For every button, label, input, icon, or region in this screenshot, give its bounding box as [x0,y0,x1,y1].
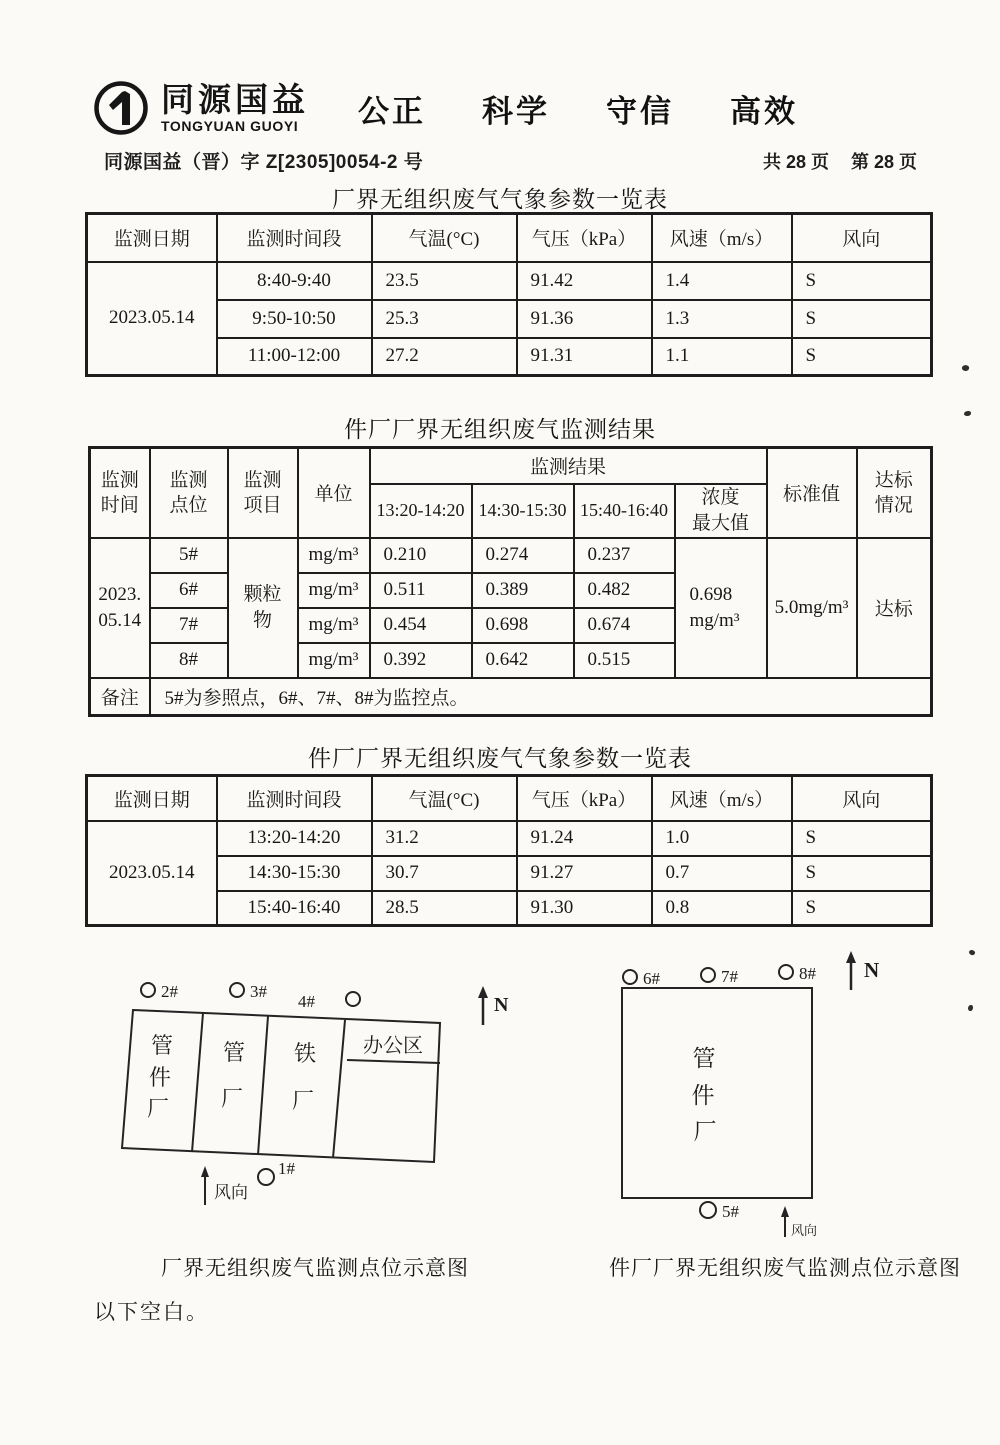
header-period: 监测时间段 [217,214,372,262]
header-result-group: 监测结果 [370,448,767,484]
area-label: 厂 [146,1096,170,1121]
cell-temp: 31.2 [372,821,517,856]
cell-wind-speed: 1.1 [652,338,792,376]
cell-wind-speed: 1.0 [652,821,792,856]
header-unit: 单位 [298,448,370,538]
site-diagram-left [90,945,540,1245]
date-line: 05.14 [98,609,142,631]
cell-pressure: 91.36 [517,300,652,338]
cell-point: 5# [150,538,228,573]
north-arrowhead [478,986,488,998]
table-row [90,538,932,573]
header-period-3: 15:40-16:40 [574,484,675,538]
point-label: 8# [799,964,816,983]
cell-compliance: 达标 [857,538,932,678]
cell-unit: mg/m³ [298,643,370,678]
header-line: 点位 [169,494,208,516]
wind-direction-label: 风向 [791,1223,818,1238]
header-line: 时间 [100,494,139,516]
company-name-en: TONGYUAN GUOYI [161,118,299,134]
max-value-line: mg/m³ [689,609,740,631]
weather-table-2 [85,774,933,927]
cell-value: 0.482 [574,573,675,608]
header-date: 监测日期 [87,214,217,262]
max-value-line: 0.698 [689,584,733,606]
cell-date: 2023.05.14 [87,821,217,926]
weather-table-1 [85,212,933,377]
header-pressure: 气压（kPa） [517,214,652,262]
monitor-point-6-icon [623,970,637,984]
cell-pressure: 91.31 [517,338,652,376]
cell-value: 0.674 [574,608,675,643]
area-label: 厂 [220,1086,244,1111]
cell-unit: mg/m³ [298,608,370,643]
monitor-point-7-icon [701,968,715,982]
pages-total: 共 28 页 [763,152,830,172]
cell-point: 8# [150,643,228,678]
cell-max-value [675,538,767,678]
wind-arrowhead [781,1206,789,1217]
header-line: 监测 [100,469,139,491]
cell-pressure: 91.24 [517,821,652,856]
cell-value: 0.274 [472,538,574,573]
area-label: 管 [222,1040,246,1065]
date-line: 2023. [98,584,142,606]
point-label: 3# [250,982,267,1001]
header-line: 情况 [874,494,913,516]
area-label: 办公区 [363,1035,423,1057]
scan-speck [961,364,970,372]
cell-point: 7# [150,608,228,643]
area-label: 铁 [293,1041,317,1066]
document-number: 同源国益（晋）字 Z[2305]0054-2 号 [104,152,424,173]
header-standard: 标准值 [767,448,857,538]
header-line: 浓度 [701,487,740,509]
cell-wind-dir: S [792,856,932,891]
cell-pressure: 91.42 [517,262,652,300]
site-diagram-right [590,935,980,1250]
north-label: N [864,958,880,982]
monitor-point-5-icon [700,1202,716,1218]
cell-value: 0.511 [370,573,472,608]
cell-wind-dir: S [792,262,932,300]
header-period-2: 14:30-15:30 [472,484,574,538]
cell-item [228,538,298,678]
wind-arrowhead [201,1166,209,1177]
cell-temp: 25.3 [372,300,517,338]
cell-value: 0.210 [370,538,472,573]
north-label: N [494,994,509,1016]
cell-value: 0.515 [574,643,675,678]
header-pressure: 气压（kPa） [517,776,652,821]
cell-value: 0.392 [370,643,472,678]
cell-unit: mg/m³ [298,538,370,573]
monitor-point-2-icon [141,983,155,997]
table-note-row [90,678,932,716]
item-line: 颗粒 [243,584,282,606]
cell-wind-speed: 1.3 [652,300,792,338]
cell-period: 15:40-16:40 [217,891,372,926]
monitor-point-4-icon [346,992,360,1006]
note-label: 备注 [90,678,150,716]
header-wind-speed: 风速（m/s） [652,214,792,262]
cell-value: 0.698 [472,608,574,643]
point-label: 7# [721,967,738,986]
point-label: 1# [278,1159,295,1178]
header-item [228,448,298,538]
point-label: 2# [161,982,178,1001]
weather-table-2-title: 件厂厂界无组织废气气象参数一览表 [308,746,692,771]
cell-temp: 23.5 [372,262,517,300]
wind-direction-label: 风向 [214,1183,248,1202]
cell-wind-speed: 0.7 [652,856,792,891]
result-table-title: 件厂厂界无组织废气监测结果 [344,417,656,442]
area-label: 厂 [291,1088,315,1113]
cell-temp: 27.2 [372,338,517,376]
header-line: 达标 [874,469,913,491]
area-label: 厂 [693,1119,717,1144]
below-blank-text: 以下空白。 [94,1300,209,1324]
header-time [90,448,150,538]
point-label: 4# [298,992,315,1011]
cell-period: 8:40-9:40 [217,262,372,300]
cell-wind-dir: S [792,891,932,926]
cell-wind-dir: S [792,338,932,376]
header-period-1: 13:20-14:20 [370,484,472,538]
cell-period: 9:50-10:50 [217,300,372,338]
area-label: 管 [692,1046,716,1071]
slogan-word: 高效 [730,94,798,129]
cell-wind-speed: 1.4 [652,262,792,300]
cell-value: 0.642 [472,643,574,678]
header-date: 监测日期 [87,776,217,821]
cell-period: 11:00-12:00 [217,338,372,376]
company-slogan [358,86,798,131]
area-label: 件 [148,1065,172,1090]
factory-outline [622,988,812,1198]
header-line: 监测 [169,469,208,491]
weather-table-1-title: 厂界无组织废气气象参数一览表 [332,187,668,212]
header-wind-dir: 风向 [792,214,932,262]
result-table [88,446,933,717]
table-row [87,262,932,300]
monitor-point-3-icon [230,983,244,997]
cell-period: 14:30-15:30 [217,856,372,891]
header-line: 项目 [243,494,282,516]
header-period: 监测时间段 [217,776,372,821]
header-line: 监测 [243,469,282,491]
company-name-cn: 同源国益 [161,81,309,118]
slogan-word: 公正 [358,94,426,129]
header-temp: 气温(°C) [372,214,517,262]
header-temp: 气温(°C) [372,776,517,821]
monitor-point-1-icon [258,1169,274,1185]
cell-value: 0.237 [574,538,675,573]
cell-wind-dir: S [792,300,932,338]
cell-pressure: 91.27 [517,856,652,891]
table-header-row [87,214,932,262]
cell-temp: 30.7 [372,856,517,891]
cell-value: 0.389 [472,573,574,608]
area-label: 件 [691,1083,715,1108]
header-line: 最大值 [692,512,750,534]
table-header-row [87,776,932,821]
page-current: 第 28 页 [851,152,918,172]
item-line: 物 [252,609,272,631]
slogan-word: 科学 [482,94,550,129]
cell-date [90,538,150,678]
cell-standard: 5.0mg/m³ [767,538,857,678]
cell-period: 13:20-14:20 [217,821,372,856]
table-header-row [90,448,932,484]
cell-point: 6# [150,573,228,608]
header-compliance [857,448,932,538]
page-info [763,148,917,174]
north-arrowhead [846,951,856,963]
monitor-point-8-icon [779,965,793,979]
header-wind-speed: 风速（m/s） [652,776,792,821]
point-label: 6# [643,969,660,988]
diagram-left-caption: 厂界无组织废气监测点位示意图 [161,1256,469,1280]
header-max-concentration [675,484,767,538]
table-row [87,821,932,856]
slogan-word: 守信 [606,94,674,129]
company-logo-text [161,83,309,133]
note-text: 5#为参照点，6#、7#、8#为监控点。 [150,678,932,716]
cell-value: 0.454 [370,608,472,643]
header-wind-dir: 风向 [792,776,932,821]
cell-date: 2023.05.14 [87,262,217,376]
diagram-right-caption: 件厂厂界无组织废气监测点位示意图 [609,1256,961,1280]
cell-unit: mg/m³ [298,573,370,608]
point-label: 5# [722,1202,739,1221]
header-point [150,448,228,538]
cell-wind-dir: S [792,821,932,856]
company-logo-icon [92,78,150,138]
cell-pressure: 91.30 [517,891,652,926]
area-label: 管 [150,1033,174,1058]
cell-wind-speed: 0.8 [652,891,792,926]
cell-temp: 28.5 [372,891,517,926]
